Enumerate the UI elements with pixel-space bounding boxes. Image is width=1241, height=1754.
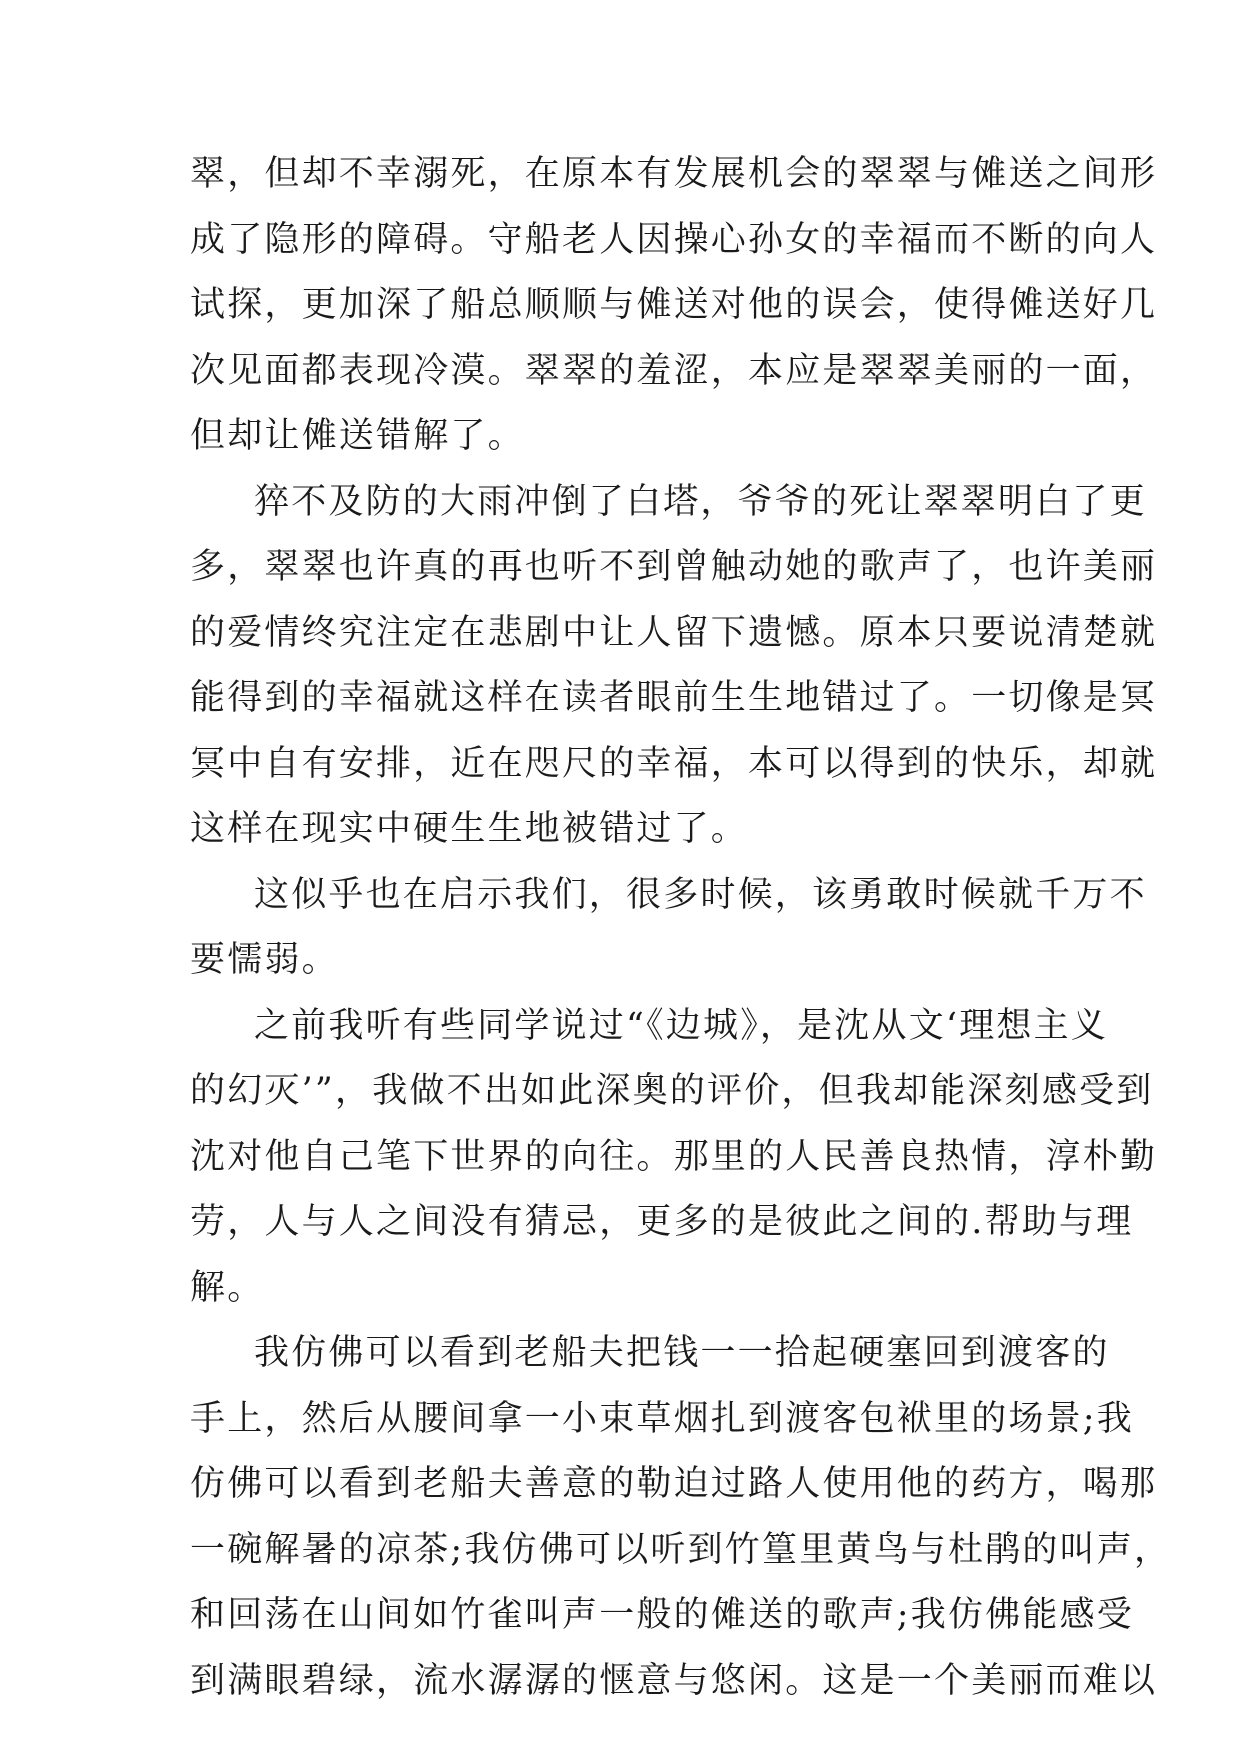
text-line: 翠，但却不幸溺死，在原本有发展机会的翠翠与傩送之间形 [190, 154, 1158, 194]
paragraph-3 [190, 863, 1147, 994]
text-line: 之前我听有些同学说过“《边城》，是沈从文‘理想主义 [254, 1005, 1109, 1046]
paragraph-4 [190, 994, 1158, 1322]
text-line: 这似乎也在启示我们，很多时候，该勇敢时候就千万不 [254, 874, 1147, 915]
text-line: 多，翠翠也许真的再也听不到曾触动她的歌声了，也许美丽 [190, 547, 1158, 587]
text-line: 手上，然后从腰间拿一小束草烟扎到渡客包袱里的场景;我 [190, 1398, 1134, 1439]
text-line: 试探，更加深了船总顺顺与傩送对他的误会，使得傩送好几 [190, 285, 1158, 325]
text-line: 一碗解暑的凉茶;我仿佛可以听到竹篁里黄鸟与杜鹃的叫声， [190, 1529, 1172, 1570]
text-line: 劳，人与人之间没有猜忌，更多的是彼此之间的.帮助与理 [190, 1202, 1134, 1242]
text-line: 的爱情终究注定在悲剧中让人留下遗憾。原本只要说清楚就 [190, 612, 1158, 653]
text-line: 次见面都表现冷漠。翠翠的羞涩，本应是翠翠美丽的一面， [190, 350, 1158, 391]
text-line: 成了隐形的障碍。守船老人因操心孙女的幸福而不断的向人 [190, 219, 1158, 260]
text-line: 但却让傩送错解了。 [190, 416, 525, 456]
text-line: 冥中自有安排，近在咫尺的幸福，本可以得到的快乐，却就 [190, 743, 1158, 784]
text-line: 我仿佛可以看到老船夫把钱一一拾起硬塞回到渡客的 [254, 1333, 1110, 1373]
paragraph-1 [190, 142, 1158, 470]
text-line: 到满眼碧绿，流水潺潺的惬意与悠闲。这是一个美丽而难以 [190, 1660, 1158, 1701]
text-line: 和回荡在山间如竹雀叫声一般的傩送的歌声;我仿佛能感受 [190, 1595, 1134, 1635]
text-line: 要懦弱。 [190, 940, 339, 980]
text-line: 猝不及防的大雨冲倒了白塔，爷爷的死让翠翠明白了更 [254, 481, 1147, 522]
text-line: 仿佛可以看到老船夫善意的勒迫过路人使用他的药方，喝那 [190, 1464, 1158, 1504]
text-line: 解。 [190, 1267, 265, 1308]
text-line: 的幻灭’”，我做不出如此深奥的评价，但我却能深刻感受到 [190, 1071, 1154, 1111]
text-line: 沈对他自己笔下世界的向往。那里的人民善良热情，淳朴勤 [190, 1136, 1158, 1177]
text-line: 这样在现实中硬生生地被错过了。 [190, 809, 749, 849]
paragraph-5 [190, 1321, 1172, 1714]
document-body [190, 142, 1172, 1714]
text-line: 能得到的幸福就这样在读者眼前生生地错过了。一切像是冥 [190, 678, 1158, 718]
paragraph-2 [190, 470, 1158, 863]
